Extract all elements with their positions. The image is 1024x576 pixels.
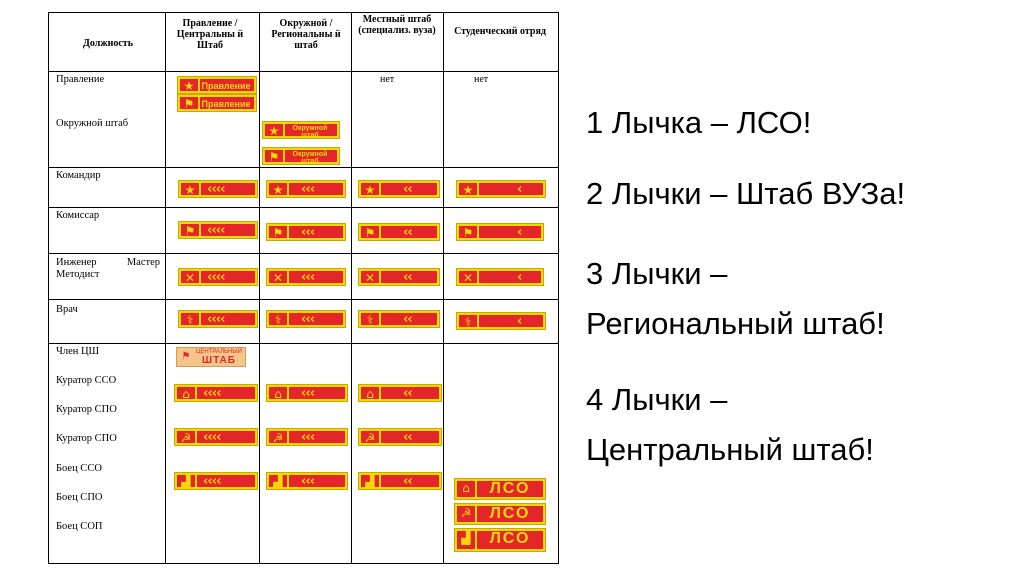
row-label: Командир xyxy=(56,170,101,181)
header-regional: Окружной / Региональны й штаб xyxy=(271,18,341,51)
statement-2: 2 Лычки – Штаб ВУЗа! xyxy=(586,176,906,211)
badge-doctor xyxy=(456,312,546,330)
row-label: Комиссар xyxy=(56,210,100,221)
statement-3a: 3 Лычки – xyxy=(586,256,728,291)
row-label: Врач xyxy=(56,304,78,315)
badge-okruzhnoy xyxy=(262,121,340,139)
chevron-icons: ‹‹ xyxy=(403,225,412,240)
badge-commander xyxy=(178,180,258,198)
chevron-icons: ‹ xyxy=(517,314,522,329)
chevron-icons: ‹‹‹ xyxy=(301,312,315,327)
badge-big-text: ШТАБ xyxy=(202,355,236,366)
badge-okruzhnoy xyxy=(262,147,340,165)
chevron-icons: ‹‹‹‹ xyxy=(203,386,221,401)
badge-curator-sop xyxy=(358,472,442,490)
sickle-icon: ☭ xyxy=(361,431,381,443)
star-icon: ★ xyxy=(269,183,289,195)
caduceus-icon: ⚕ xyxy=(361,313,381,325)
chevron-icons: ‹‹‹ xyxy=(301,386,315,401)
column-divider xyxy=(443,13,444,563)
chevron-icons: ‹‹‹ xyxy=(301,225,315,240)
hammer-wrench-icon: ✕ xyxy=(459,271,479,283)
chevron-icons: ‹‹‹ xyxy=(301,270,315,285)
chevron-icons: ‹ xyxy=(517,182,522,197)
badge-text: Окружной штаб xyxy=(292,151,328,165)
chevron-icons: ‹‹‹‹ xyxy=(207,270,225,285)
badge-curator-spo xyxy=(358,428,442,446)
row-divider xyxy=(49,71,558,72)
flag-icon: ⚑ xyxy=(180,97,200,109)
row-label: Куратор ССО xyxy=(56,375,117,386)
no-value-text: нет xyxy=(380,74,395,85)
chevron-icons: ‹‹ xyxy=(403,430,412,445)
flag-icon: ⚑ xyxy=(265,150,285,162)
row-label: Правление xyxy=(56,74,105,85)
badge-small-text: ЦЕНТРАЛЬНЫЙ xyxy=(195,349,242,355)
badge-text: Окружной штаб xyxy=(292,125,328,139)
star-icon: ★ xyxy=(180,79,200,91)
badge-doctor xyxy=(178,310,258,328)
statement-4b: Центральный штаб! xyxy=(586,432,874,467)
chevron-icons: ‹‹‹ xyxy=(301,474,315,489)
no-value-text: нет xyxy=(474,74,489,85)
hammer-wrench-icon: ✕ xyxy=(361,271,381,283)
row-divider xyxy=(49,299,558,300)
tractor-icon: ▟ xyxy=(457,531,477,549)
badge-lso-spo xyxy=(454,503,546,525)
tractor-icon: ▟ xyxy=(361,475,381,487)
badge-curator-sop xyxy=(266,472,348,490)
header-position: Должность xyxy=(82,38,133,49)
badge-curator-spo xyxy=(174,428,258,446)
column-divider xyxy=(165,13,166,563)
badge-lso-sop xyxy=(454,528,546,552)
star-icon: ★ xyxy=(265,124,285,136)
badge-pravlenie xyxy=(177,76,257,94)
row-label: Боец СОП xyxy=(56,521,103,532)
hammer-wrench-icon: ✕ xyxy=(181,271,201,283)
badge-commissar xyxy=(266,223,346,241)
sickle-icon: ☭ xyxy=(457,506,477,522)
chevron-icons: ‹‹‹‹ xyxy=(203,430,221,445)
chevron-icons: ‹ xyxy=(517,270,522,285)
badge-text: Правление xyxy=(201,99,251,109)
flag-icon: ⚑ xyxy=(181,224,201,236)
chevron-icons: ‹‹‹‹ xyxy=(207,223,225,238)
row-divider xyxy=(49,207,558,208)
badge-commissar xyxy=(456,223,544,241)
statement-4a: 4 Лычки – xyxy=(586,382,728,417)
header-local: Местный штаб (специализ. вуза) xyxy=(358,14,436,36)
badge-commander xyxy=(266,180,346,198)
badge-lso-text: ЛСО xyxy=(489,480,531,497)
column-divider xyxy=(259,13,260,563)
flag-icon: ⚑ xyxy=(269,226,289,238)
star-icon: ★ xyxy=(361,183,381,195)
badge-curator-sso xyxy=(266,384,348,402)
badge-engineer xyxy=(178,268,258,286)
hammer-wrench-icon: ✕ xyxy=(269,271,289,283)
star-icon: ★ xyxy=(181,183,201,195)
star-icon: ★ xyxy=(459,183,479,195)
badge-engineer xyxy=(266,268,346,286)
badge-curator-spo xyxy=(266,428,348,446)
chevron-icons: ‹‹‹‹ xyxy=(203,474,221,489)
badge-lso-text: ЛСО xyxy=(489,530,531,547)
statement-3b: Региональный штаб! xyxy=(586,306,885,341)
flag-icon: ⚑ xyxy=(459,226,479,238)
tractor-icon: ▟ xyxy=(177,475,197,487)
badge-curator-sop xyxy=(174,472,258,490)
row-divider xyxy=(49,343,558,344)
badge-commissar xyxy=(358,223,440,241)
header-squad: Студенческий отряд xyxy=(454,26,546,37)
badge-commander xyxy=(358,180,440,198)
rocket-icon: ⌂ xyxy=(269,387,289,399)
header-central: Правление / Центральны й Штаб xyxy=(176,18,244,51)
badge-curator-sso xyxy=(174,384,258,402)
chevron-icons: ‹‹‹ xyxy=(301,430,315,445)
badge-doctor xyxy=(266,310,346,328)
chevron-icons: ‹‹‹ xyxy=(301,182,315,197)
flag-icon: ⚑ xyxy=(181,351,191,362)
caduceus-icon: ⚕ xyxy=(269,313,289,325)
sickle-icon: ☭ xyxy=(177,431,197,443)
badge-central-staff-member xyxy=(176,347,246,367)
badge-lso-sso xyxy=(454,478,546,500)
tractor-icon: ▟ xyxy=(269,475,289,487)
badge-lso-text: ЛСО xyxy=(489,505,531,522)
row-label: Куратор СПО xyxy=(56,433,117,444)
sickle-icon: ☭ xyxy=(269,431,289,443)
chevron-icons: ‹‹ xyxy=(403,312,412,327)
row-label: Куратор СПО xyxy=(56,404,117,415)
statement-1: 1 Лычка – ЛСО! xyxy=(586,105,812,140)
row-label: Боец ССО xyxy=(56,463,102,474)
badge-commissar xyxy=(178,221,258,239)
badge-curator-sso xyxy=(358,384,442,402)
chevron-icons: ‹‹ xyxy=(403,386,412,401)
column-divider xyxy=(351,13,352,563)
chevron-icons: ‹‹ xyxy=(403,474,412,489)
badge-engineer xyxy=(456,268,544,286)
chevron-icons: ‹ xyxy=(517,225,522,240)
rocket-icon: ⌂ xyxy=(177,387,197,399)
row-label: Боец СПО xyxy=(56,492,103,503)
rocket-icon: ⌂ xyxy=(361,387,381,399)
badge-text: Правление xyxy=(201,81,251,91)
row-label: Член ЦШ xyxy=(56,346,100,357)
chevron-icons: ‹‹‹‹ xyxy=(207,312,225,327)
badge-engineer xyxy=(358,268,440,286)
badge-commander xyxy=(456,180,546,198)
row-divider xyxy=(49,253,558,254)
rocket-icon: ⌂ xyxy=(457,481,477,497)
row-label: Окружной штаб xyxy=(56,118,129,129)
row-divider xyxy=(49,167,558,168)
chevron-icons: ‹‹ xyxy=(403,182,412,197)
caduceus-icon: ⚕ xyxy=(459,315,479,327)
caduceus-icon: ⚕ xyxy=(181,313,201,325)
flag-icon: ⚑ xyxy=(361,226,381,238)
badge-doctor xyxy=(358,310,440,328)
row-label: Инженер Мастер Методист xyxy=(56,257,160,280)
chevron-icons: ‹‹ xyxy=(403,270,412,285)
chevron-icons: ‹‹‹‹ xyxy=(207,182,225,197)
badge-pravlenie xyxy=(177,94,257,112)
